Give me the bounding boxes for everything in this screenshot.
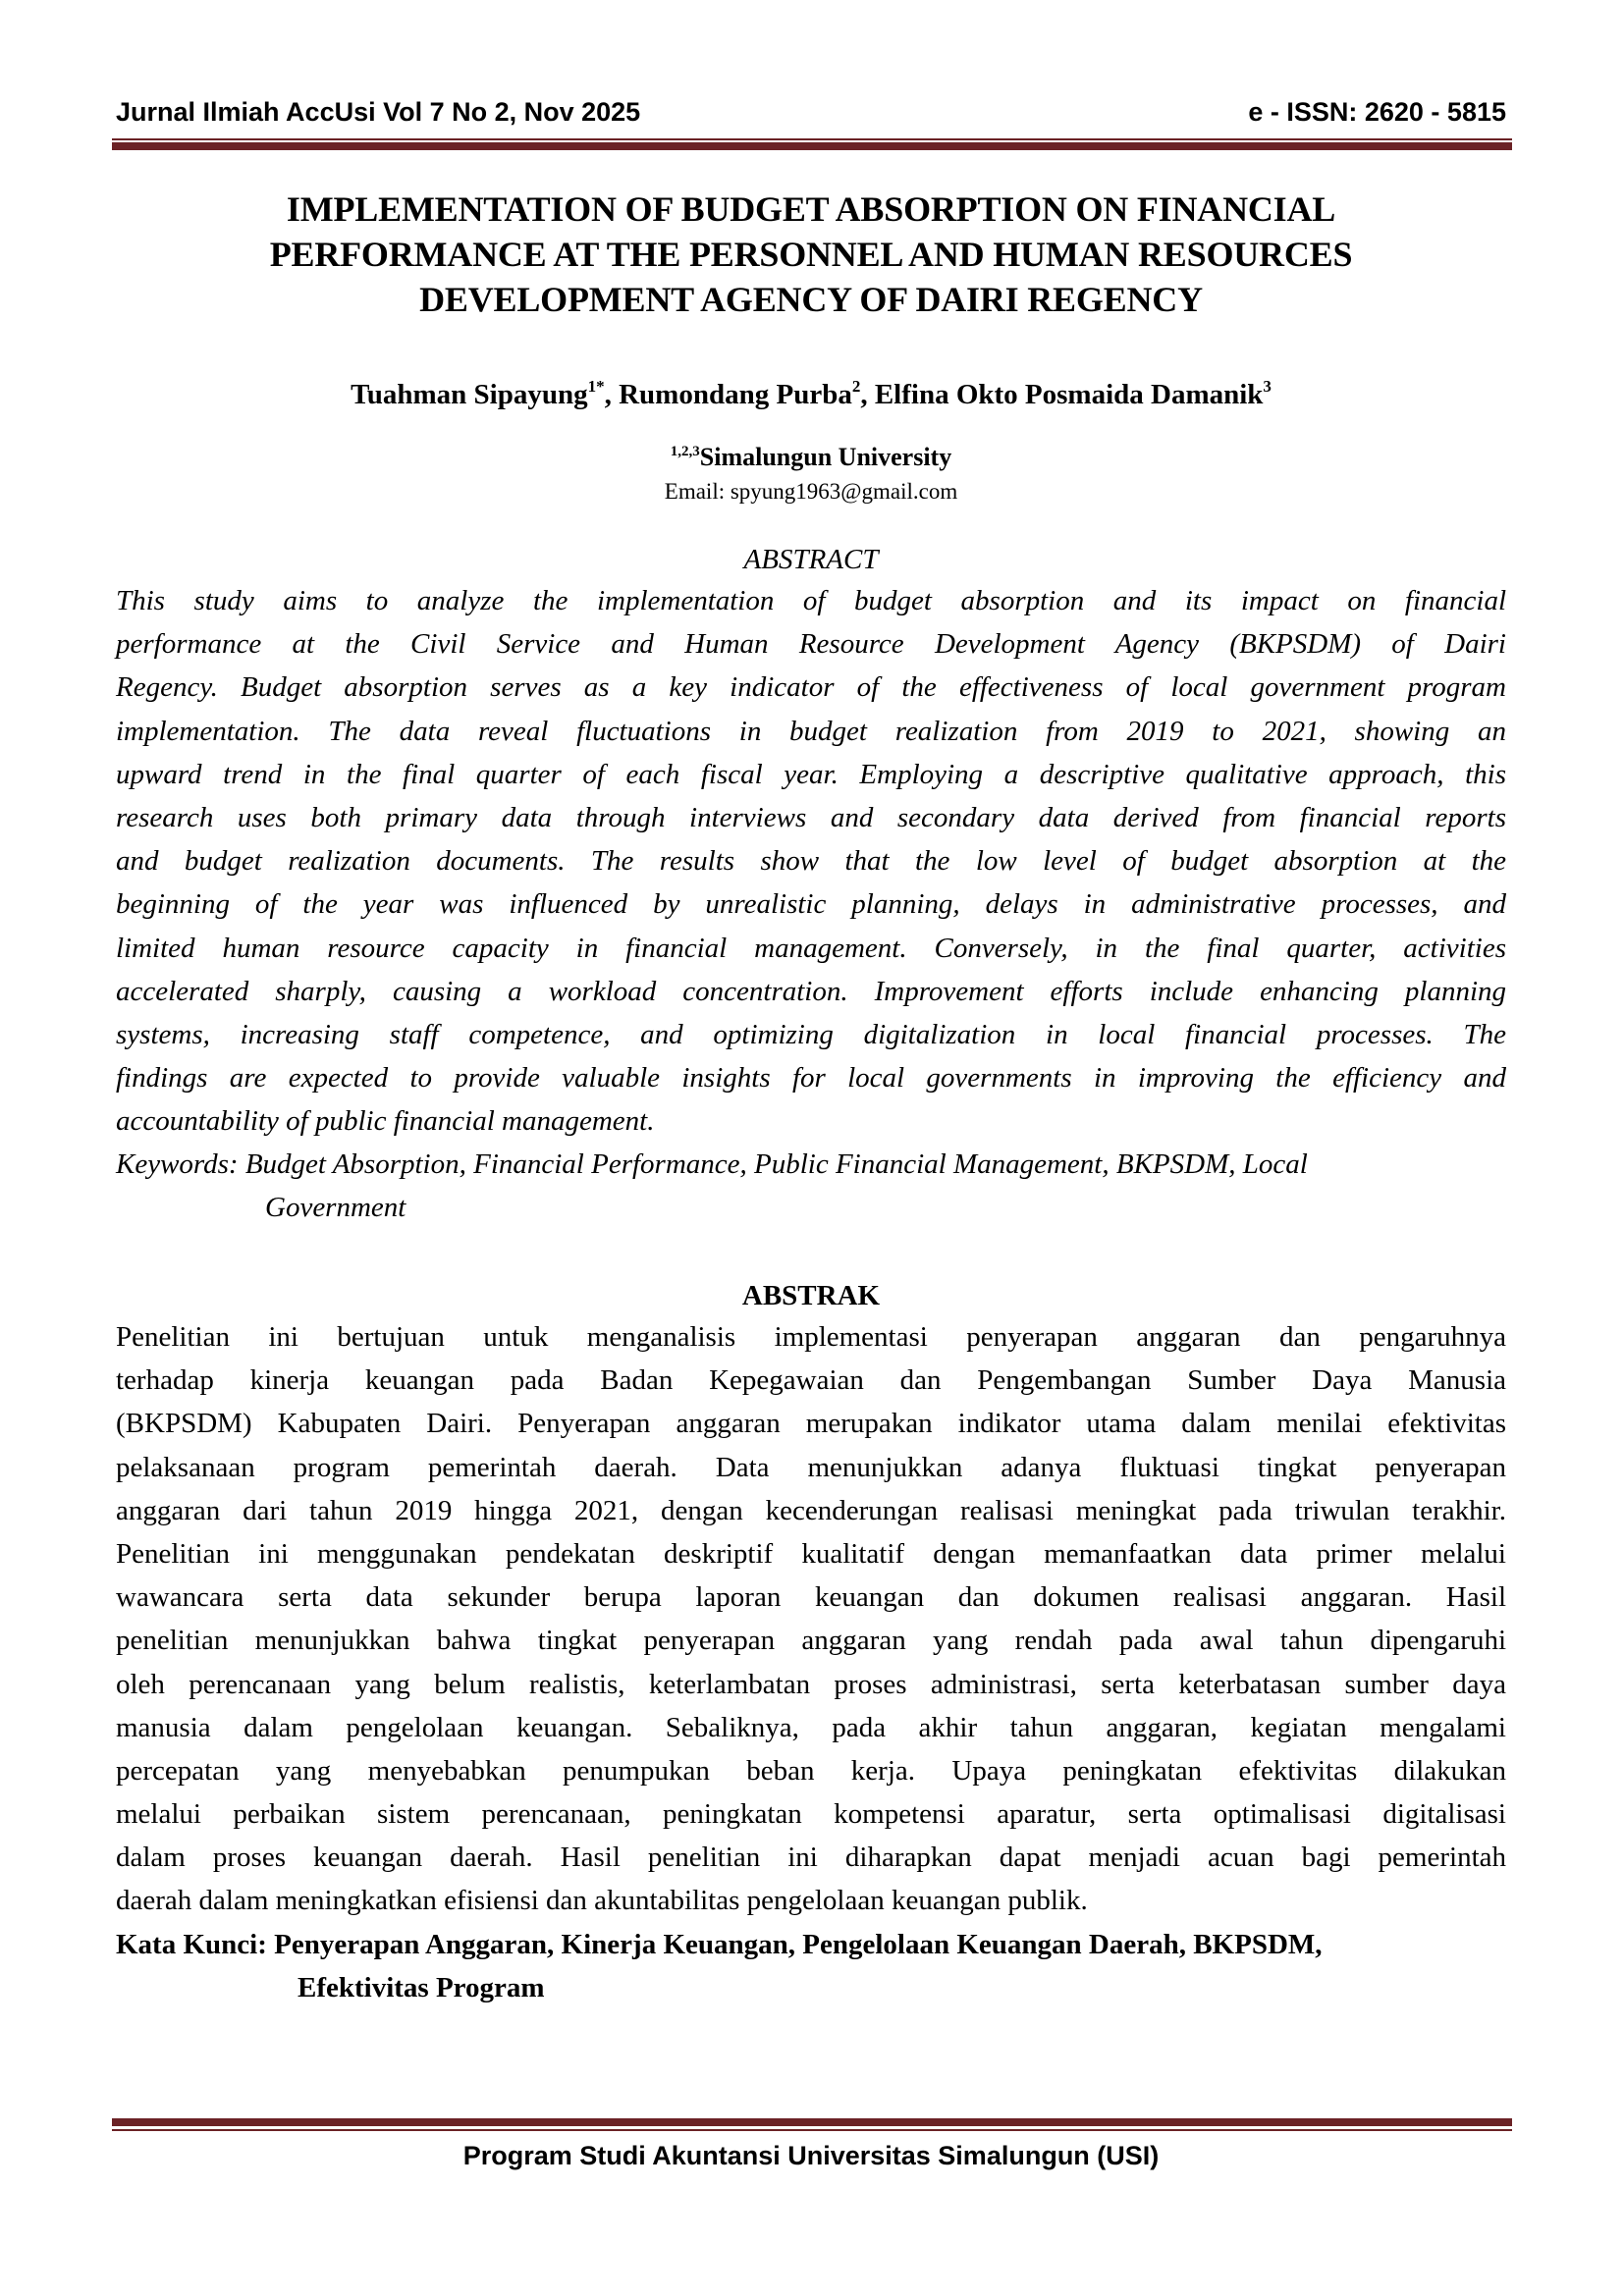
author-name: Rumondang Purba	[619, 379, 852, 410]
abstrak-line: (BKPSDM) Kabupaten Dairi. Penyerapan anggaran merupakan indikator utama dalam menilai efektivitas	[116, 1408, 1506, 1440]
abstrak-line: percepatan yang menyebabkan penumpukan beban kerja. Upaya peningkatan efektivitas dilakukan	[116, 1754, 1506, 1787]
abstrak-line: terhadap kinerja keuangan pada Badan Kepegawaian dan Pengembangan Sumber Daya Manusia	[116, 1364, 1506, 1397]
abstrak-line: pelaksanaan program pemerintah daerah. Data menunjukkan adanya fluktuasi tingkat penyerapan	[116, 1451, 1506, 1483]
abstrak-line: anggaran dari tahun 2019 hingga 2021, dengan kecenderungan realisasi meningkat pada triwulan terakhir.	[116, 1494, 1506, 1526]
abstract-line: performance at the Civil Service and Human Resource Development Agency (BKPSDM) of Dairi	[116, 628, 1506, 661]
header-rule-thick	[112, 142, 1512, 150]
abstrak-line: Penelitian ini bertujuan untuk menganalisis implementasi penyerapan anggaran dan pengaruhnya	[116, 1321, 1506, 1353]
keywords-line: Keywords: Budget Absorption, Financial Performance, Public Financial Management, BKPSDM, Local	[116, 1148, 1308, 1180]
abstrak-line: Penelitian ini menggunakan pendekatan deskriptif kualitatif dengan memanfaatkan data primer melalui	[116, 1537, 1506, 1570]
affiliation-mark: 1,2,3	[670, 444, 700, 459]
abstract-body	[116, 579, 1506, 1143]
abstrak-line: wawancara serta data sekunder berupa laporan keuangan dan dokumen realisasi anggaran. Hasil	[116, 1581, 1506, 1614]
title-line: IMPLEMENTATION OF BUDGET ABSORPTION ON FINANCIAL	[286, 189, 1336, 229]
abstrak-line: daerah dalam meningkatkan efisiensi dan akuntabilitas pengelolaan keuangan publik.	[116, 1885, 1088, 1917]
author-affiliation-mark: 3	[1263, 377, 1272, 396]
issn-label: e - ISSN: 2620 - 5815	[1248, 97, 1506, 127]
abstrak-heading: ABSTRAK	[741, 1280, 881, 1311]
abstract-line: accelerated sharply, causing a workload concentration. Improvement efforts include enhancing planning	[116, 975, 1506, 1007]
abstrak-line: dalam proses keuangan daerah. Hasil penelitian ini diharapkan dapat menjadi acuan bagi pemerintah	[116, 1842, 1506, 1874]
journal-name: Jurnal Ilmiah AccUsi Vol 7 No 2, Nov 2025	[116, 97, 641, 127]
author-affiliation-mark: 1*	[587, 377, 605, 396]
corresponding-email[interactable]: Email: spyung1963@gmail.com	[664, 479, 958, 504]
abstrak-line: melalui perbaikan sistem perencanaan, peningkatan kompetensi aparatur, serta optimalisasi digitalisasi	[116, 1798, 1506, 1831]
author-name: Elfina Okto Posmaida Damanik	[874, 379, 1264, 410]
author-separator: ,	[860, 379, 875, 410]
abstrak-line: oleh perencanaan yang belum realistis, keterlambatan proses administrasi, serta keterbatasan sumber daya	[116, 1668, 1506, 1700]
title-line: DEVELOPMENT AGENCY OF DAIRI REGENCY	[419, 280, 1203, 319]
footer-rule-thick	[112, 2118, 1512, 2126]
title-line: PERFORMANCE AT THE PERSONNEL AND HUMAN RESOURCES	[269, 235, 1353, 274]
affiliation	[116, 441, 1506, 474]
abstract-line: accountability of public financial management.	[116, 1105, 655, 1138]
author-list	[116, 375, 1506, 414]
keywords-line: Government	[265, 1192, 406, 1224]
abstract-line: systems, increasing staff competence, and optimizing digitalization in local financial processes. The	[116, 1018, 1506, 1050]
affiliation-name: Simalungun University	[699, 443, 952, 471]
abstract-line: This study aims to analyze the implementation of budget absorption and its impact on financial	[116, 585, 1506, 616]
abstract-line: and budget realization documents. The results show that the low level of budget absorption at the	[116, 845, 1506, 878]
author-separator: ,	[604, 379, 620, 410]
abstrak-keywords	[116, 1923, 1506, 2009]
abstract-line: research uses both primary data through interviews and secondary data derived from financial reports	[116, 801, 1506, 833]
abstract-line: upward trend in the final quarter of each fiscal year. Employing a descriptive qualitative approach, this	[116, 758, 1506, 790]
abstract-line: Regency. Budget absorption serves as a key indicator of the effectiveness of local government program	[116, 671, 1506, 704]
abstract-line: beginning of the year was influenced by unrealistic planning, delays in administrative processes, and	[116, 888, 1506, 921]
header-rule-thin	[112, 138, 1512, 140]
abstrak-line: manusia dalam pengelolaan keuangan. Sebaliknya, pada akhir tahun anggaran, kegiatan mengalami	[116, 1711, 1506, 1743]
author-name: Tuahman Sipayung	[351, 379, 588, 410]
kata-kunci-line: Efektivitas Program	[298, 1972, 545, 2004]
footer-institution: Program Studi Akuntansi Universitas Simalungun (USI)	[462, 2141, 1160, 2170]
author-affiliation-mark: 2	[851, 377, 861, 396]
running-header	[116, 94, 1506, 130]
abstract-line: limited human resource capacity in financial management. Conversely, in the final quarter, activities	[116, 932, 1506, 964]
footer-rule-thin	[112, 2129, 1512, 2131]
abstract-keywords	[116, 1143, 1506, 1229]
abstract-heading: ABSTRACT	[743, 544, 879, 575]
abstract-line: implementation. The data reveal fluctuations in budget realization from 2019 to 2021, showing an	[116, 715, 1506, 747]
abstract-line: findings are expected to provide valuable insights for local governments in improving the efficiency and	[116, 1062, 1506, 1095]
paper-title	[116, 187, 1506, 322]
abstrak-line: penelitian menunjukkan bahwa tingkat penyerapan anggaran yang rendah pada awal tahun dipengaruhi	[116, 1625, 1506, 1657]
kata-kunci-line: Kata Kunci: Penyerapan Anggaran, Kinerja Keuangan, Pengelolaan Keuangan Daerah, BKPSDM,	[116, 1929, 1323, 1960]
abstrak-body	[116, 1315, 1506, 1923]
